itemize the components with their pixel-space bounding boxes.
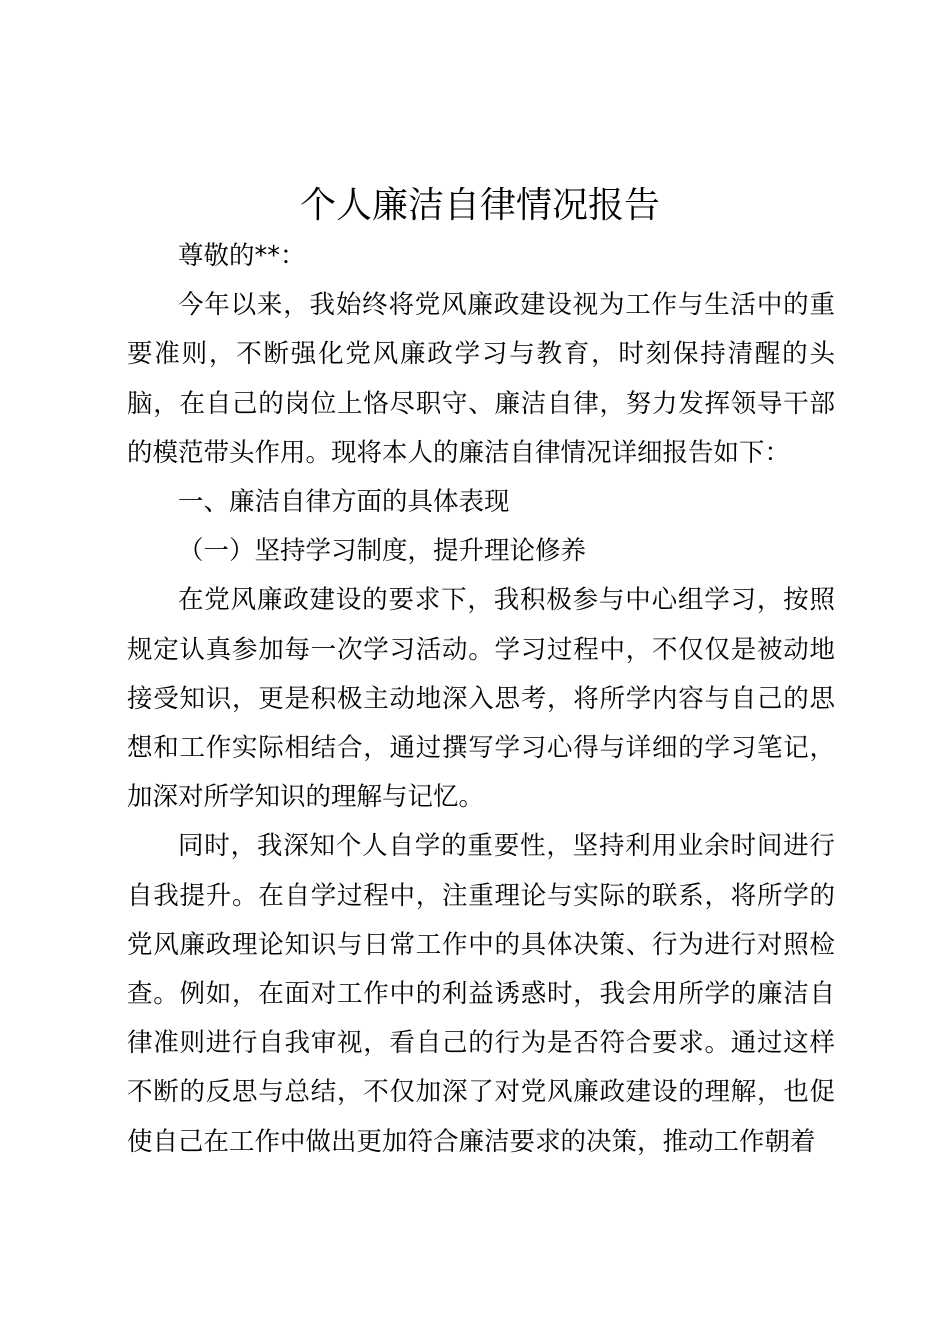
- salutation: 尊敬的**：: [178, 241, 306, 271]
- subsection-heading: （一）坚持学习制度，提升理论修养: [178, 536, 587, 567]
- intro-paragraph: 今年以来，我始终将党风廉政建设视为工作与生活中的重要准则，不断强化党风廉政学习与教育，时刻保持清醒的头脑，在自己的岗位上恪尽职守、廉洁自律，努力发挥领导干部的模范带头作用。现将本人的廉洁自律情况详细报告如下：: [127, 290, 835, 468]
- body-paragraph: 在党风廉政建设的要求下，我积极参与中心组学习，按照规定认真参加每一次学习活动。学习过程中，不仅仅是被动地接受知识，更是积极主动地深入思考，将所学内容与自己的思想和工作实际相结合，通过撰写学习心得与详细的学习笔记，加深对所学知识的理解与记忆。: [127, 585, 835, 813]
- document-body: [127, 232, 835, 1167]
- body-paragraph: 同时，我深知个人自学的重要性，坚持利用业余时间进行自我提升。在自学过程中，注重理论与实际的联系，将所学的党风廉政理论知识与日常工作中的具体决策、行为进行对照检查。例如，在面对工作中的利益诱惑时，我会用所学的廉洁自律准则进行自我审视，看自己的行为是否符合要求。通过这样不断的反思与总结，不仅加深了对党风廉政建设的理解，也促使自己在工作中做出更加符合廉洁要求的决策，推动工作朝着: [127, 831, 835, 1157]
- section-heading: 一、廉洁自律方面的具体表现: [178, 487, 510, 518]
- document-title: 个人廉洁自律情况报告: [299, 185, 660, 226]
